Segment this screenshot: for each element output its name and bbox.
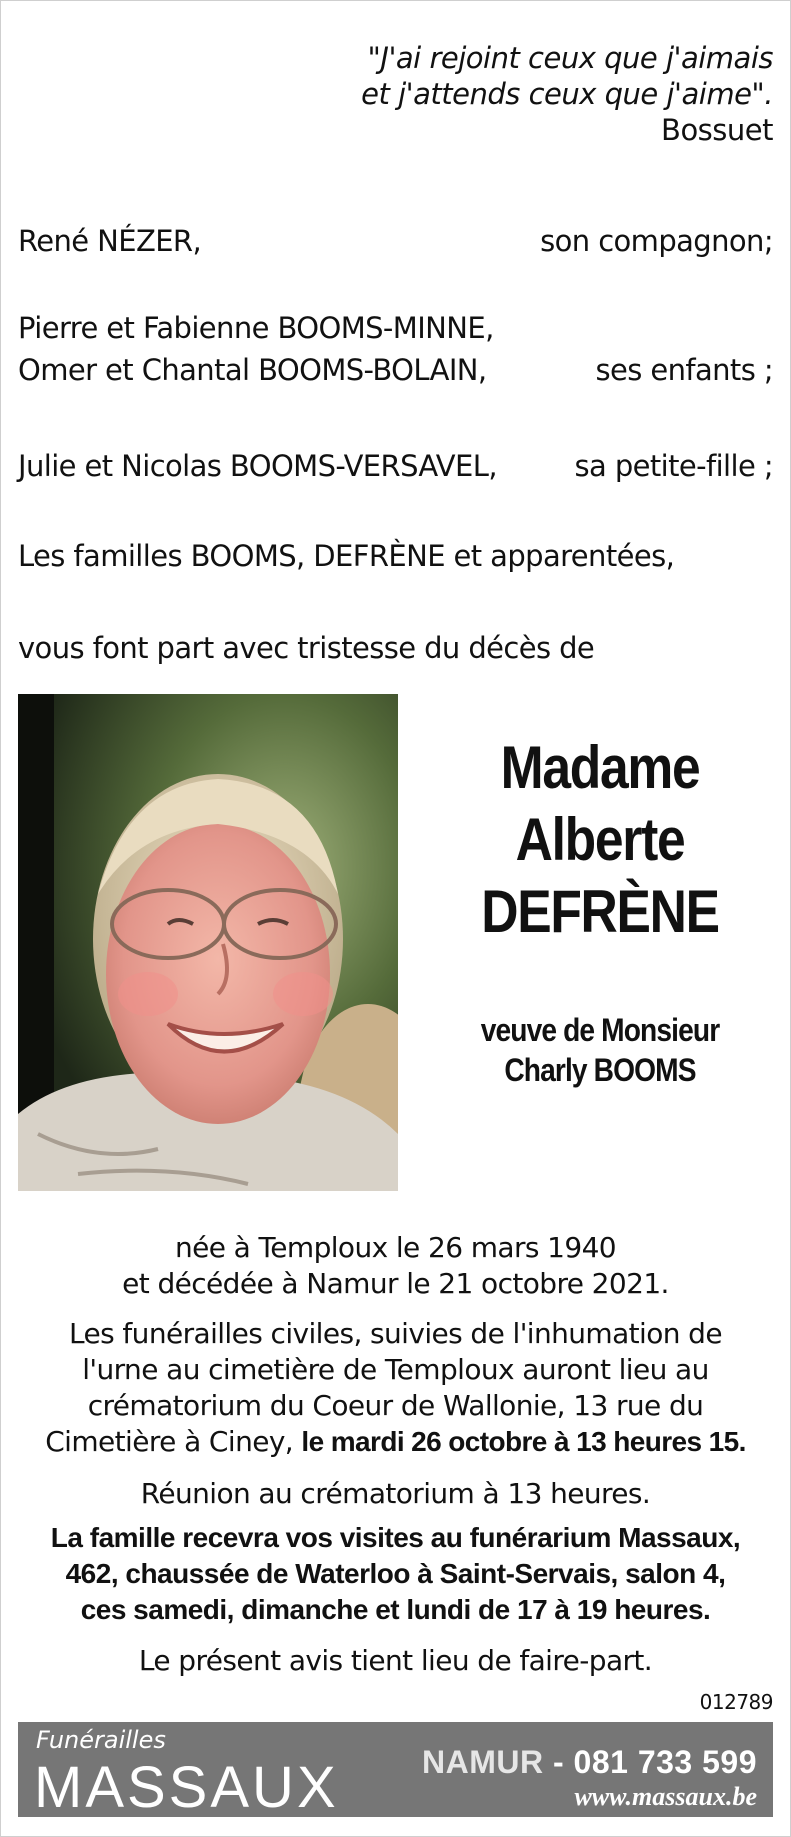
funeral-line-1: Les funérailles civiles, suivies de l'inhumation de — [69, 1317, 722, 1350]
contact-city: NAMUR — [422, 1744, 544, 1780]
epigraph-line-2: et j'attends ceux que j'aime". — [361, 77, 773, 111]
epigraph-author: Bossuet — [661, 113, 773, 147]
visit-line-3: ces samedi, dimanche et lundi de 17 à 19 heures. — [80, 1594, 711, 1625]
visit-line-1: La famille recevra vos visites au funérarium Massaux, — [50, 1522, 741, 1553]
family-name: Pierre et Fabienne BOOMS-MINNE, — [18, 311, 494, 345]
widow-line-1: veuve de Monsieur — [480, 1012, 720, 1048]
death-line: et décédée à Namur le 21 octobre 2021. — [122, 1267, 669, 1300]
family-relation: ses enfants ; — [595, 353, 773, 387]
family-name: Omer et Chantal BOOMS-BOLAIN, — [18, 353, 487, 387]
brand-logo: MASSAUX — [34, 1755, 339, 1820]
contact-phone — [422, 1744, 757, 1781]
funeral-line-4 — [10, 1424, 781, 1459]
deceased-name-block — [420, 732, 780, 948]
birth-line: née à Temploux le 26 mars 1940 — [174, 1231, 617, 1264]
epigraph — [361, 40, 773, 148]
deceased-title: Madame — [500, 734, 700, 801]
announcement-text: vous font part avec tristesse du décès de — [18, 631, 595, 665]
funeral-date: le mardi 26 octobre à 13 heures 15. — [301, 1426, 746, 1457]
website-link[interactable]: www.massaux.be — [574, 1782, 757, 1811]
meeting-line: Réunion au crématorium à 13 heures. — [140, 1477, 651, 1510]
contact-separator: - — [543, 1744, 574, 1780]
family-relation: sa petite-fille ; — [574, 449, 773, 483]
funeral-line-2: l'urne au cimetière de Temploux auront lieu au — [82, 1353, 709, 1386]
funeral-home-banner — [18, 1722, 773, 1820]
family-name: Les familles BOOMS, DEFRÈNE et apparentées, — [18, 539, 675, 573]
funeral-line-3: crématorium du Coeur de Wallonie, 13 rue du — [87, 1389, 704, 1422]
epigraph-line-1: "J'ai rejoint ceux que j'aimais — [367, 41, 773, 75]
family-relation: son compagnon; — [540, 224, 773, 258]
family-name: René NÉZER, — [18, 224, 202, 258]
notice-line: Le présent avis tient lieu de faire-part. — [138, 1644, 653, 1677]
deceased-last-name: DEFRÈNE — [481, 878, 719, 945]
widow-line-2: Charly BOOMS — [504, 1052, 696, 1088]
portrait-illustration — [18, 694, 398, 1191]
deceased-first-name: Alberte — [515, 806, 685, 873]
phone-number: 081 733 599 — [573, 1744, 757, 1780]
widow-block — [420, 1010, 780, 1090]
visit-line-2: 462, chaussée de Waterloo à Saint-Servais, salon 4, — [65, 1558, 726, 1589]
brand-small: Funérailles — [36, 1726, 166, 1754]
portrait-photo — [18, 694, 398, 1191]
family-name: Julie et Nicolas BOOMS-VERSAVEL, — [18, 449, 497, 483]
reference-number: 012789 — [699, 1690, 773, 1714]
funeral-place: Cimetière à Ciney, — [45, 1425, 302, 1458]
